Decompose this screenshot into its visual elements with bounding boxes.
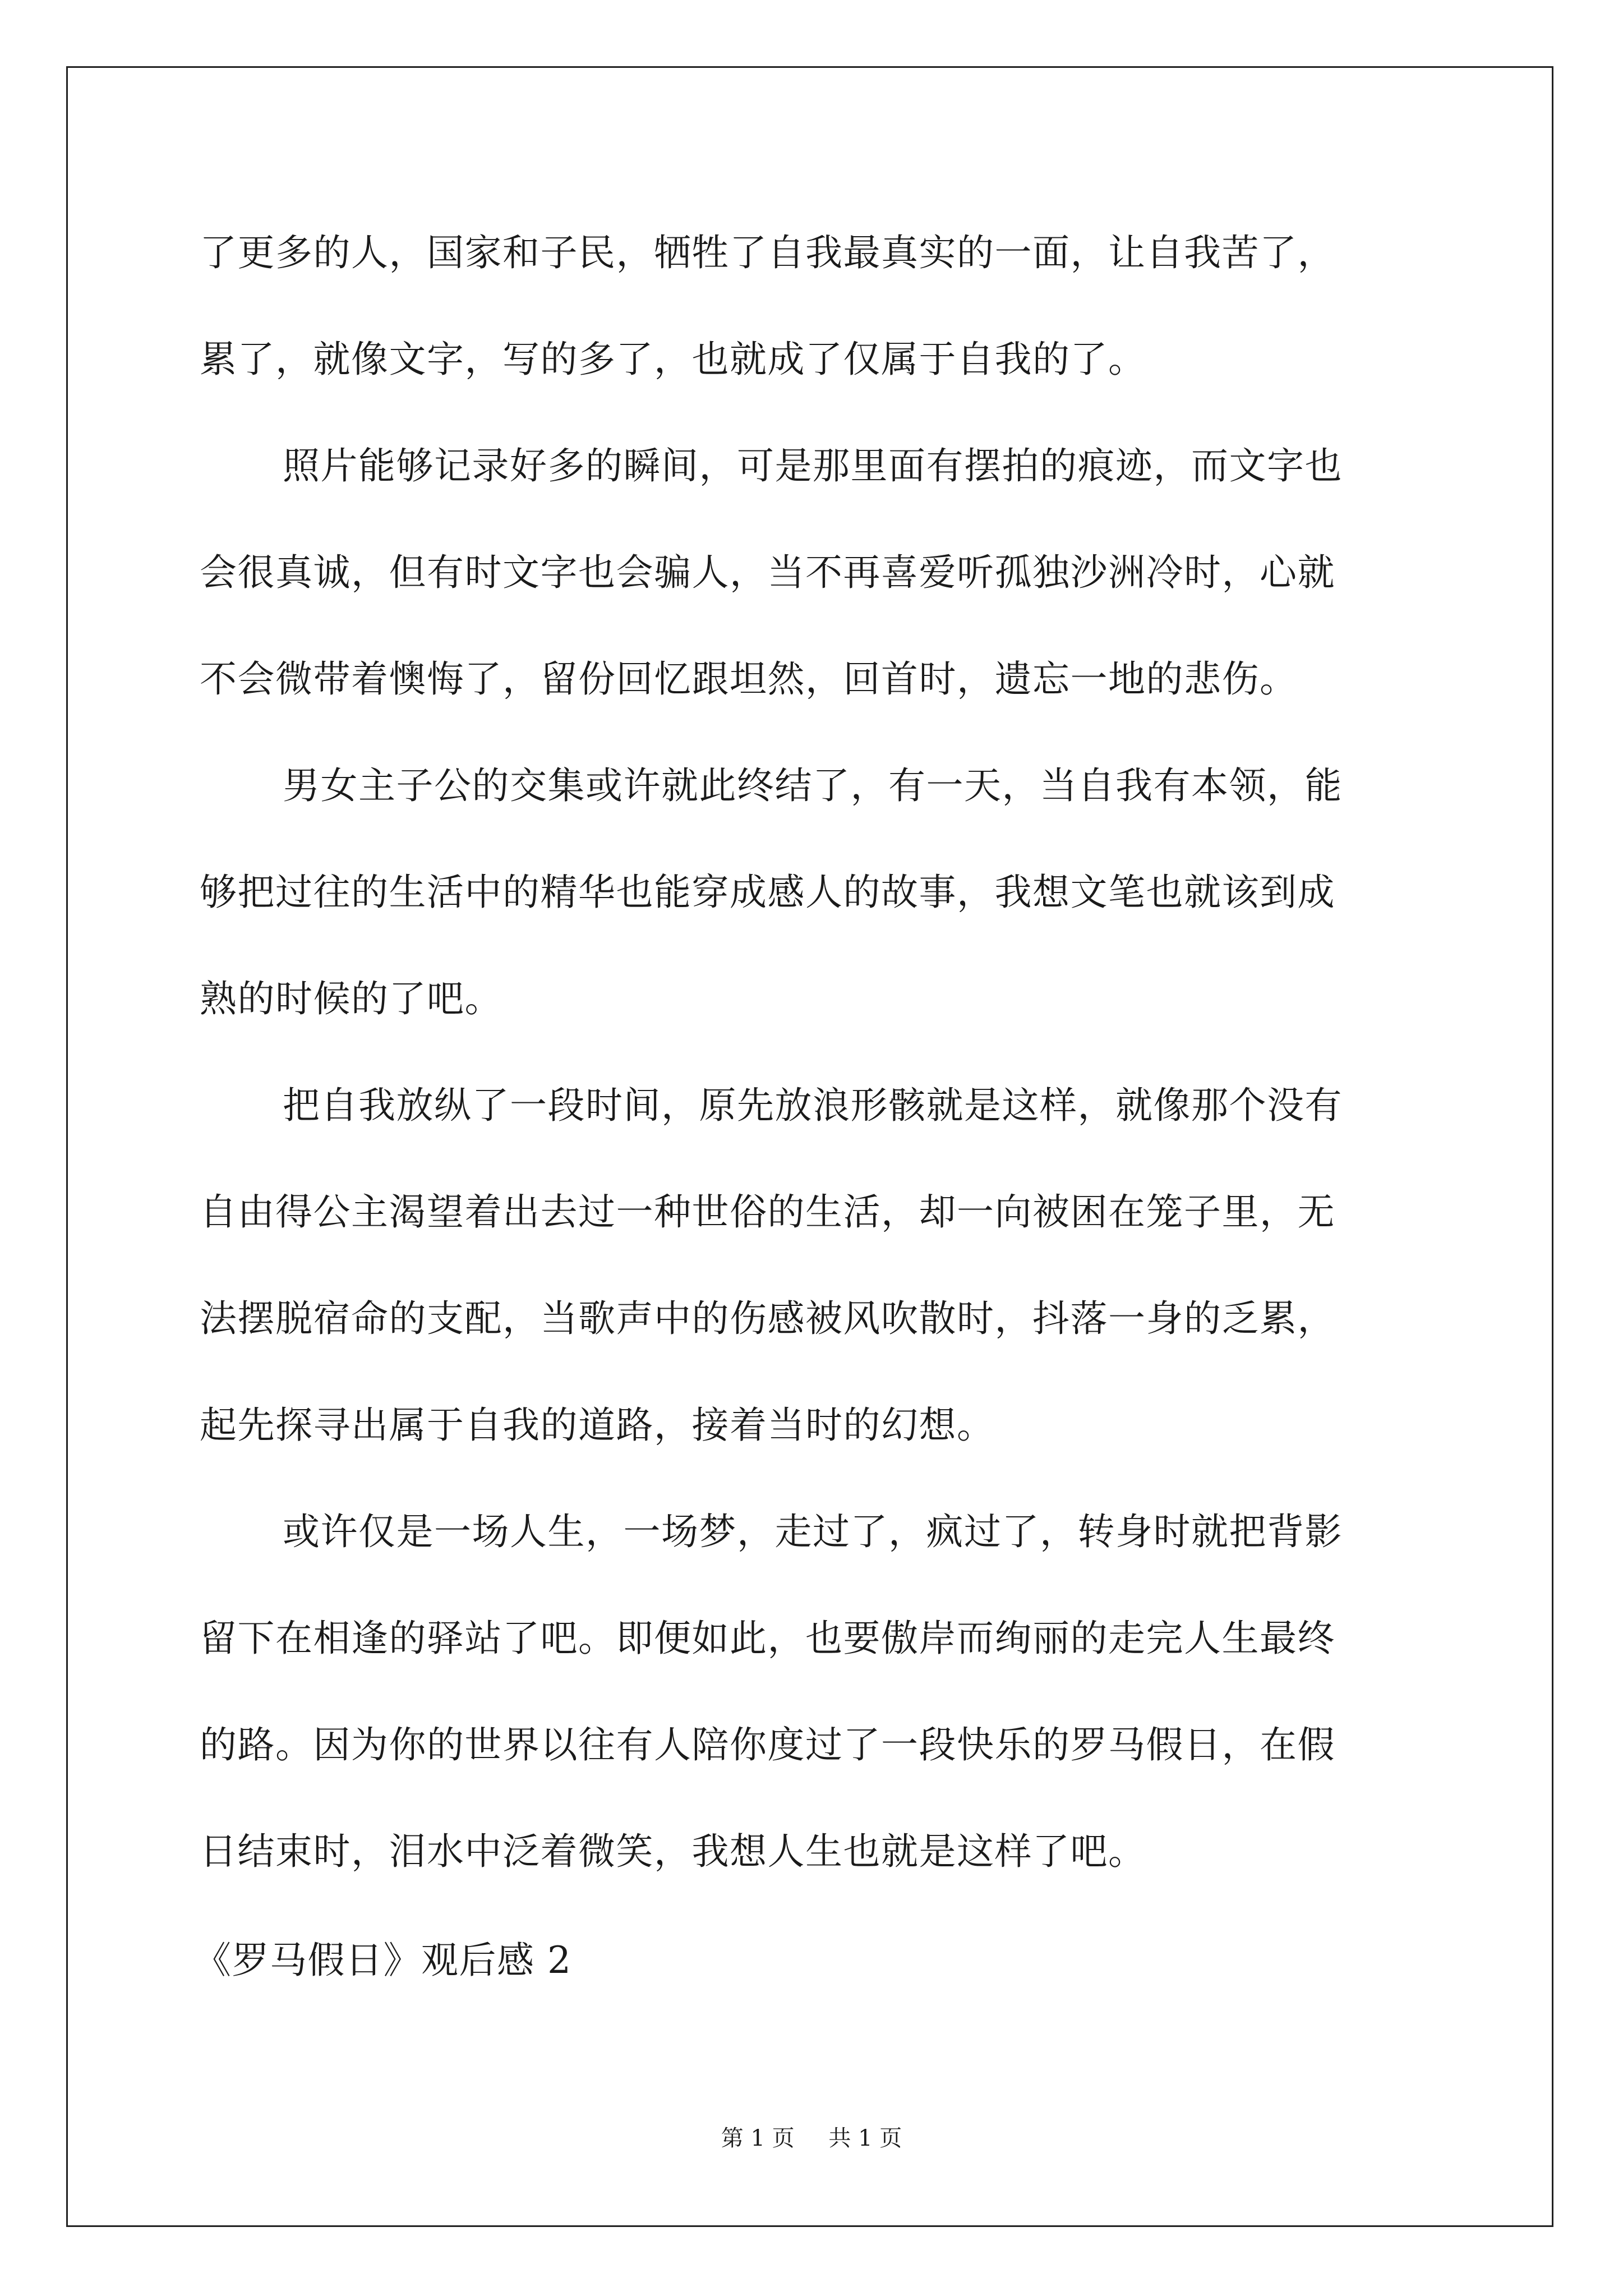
- text-line: 不会微带着懊悔了，留份回忆跟坦然，回首时，遗忘一地的悲伤。: [200, 657, 1298, 701]
- section-heading: 《罗马假日》观后感 2: [194, 1939, 572, 1982]
- text-line: 法摆脱宿命的支配，当歌声中的伤感被风吹散时，抖落一身的乏累，: [200, 1297, 1335, 1340]
- text-line: 够把过往的生活中的精华也能穿成感人的故事，我想文笔也就该到成: [200, 871, 1335, 914]
- paragraph-first-line: 男女主子公的交集或许就此终结了，有一天，当自我有本领，能: [283, 764, 1343, 807]
- text-line: 熟的时候的了吧。: [200, 977, 502, 1020]
- paragraph-first-line: 或许仅是一场人生，一场梦，走过了，疯过了，转身时就把背影: [283, 1510, 1343, 1553]
- page-footer: [0, 2116, 1623, 2161]
- text-line: 了更多的人，国家和子民，牺牲了自我最真实的一面，让自我苦了，: [200, 231, 1335, 274]
- text-line: 日结束时，泪水中泛着微笑，我想人生也就是这样了吧。: [200, 1830, 1146, 1873]
- text-line: 的路。因为你的世界以往有人陪你度过了一段快乐的罗马假日，在假: [200, 1723, 1335, 1766]
- text-line: 会很真诚，但有时文字也会骗人，当不再喜爱听孤独沙洲冷时，心就: [200, 551, 1335, 594]
- page-number: 第 1 页: [721, 2125, 795, 2151]
- text-line: 累了，就像文字，写的多了，也就成了仅属于自我的了。: [200, 338, 1146, 381]
- document-body: [200, 200, 1422, 1905]
- page-total: 共 1 页: [828, 2125, 902, 2151]
- paragraph-first-line: 照片能够记录好多的瞬间，可是那里面有摆拍的痕迹，而文字也: [283, 444, 1343, 487]
- text-line: 留下在相逢的驿站了吧。即便如此，也要傲岸而绚丽的走完人生最终: [200, 1617, 1335, 1660]
- paragraph-first-line: 把自我放纵了一段时间，原先放浪形骸就是这样，就像那个没有: [283, 1084, 1343, 1127]
- text-line: 起先探寻出属于自我的道路，接着当时的幻想。: [200, 1404, 995, 1447]
- text-line: 自由得公主渴望着出去过一种世俗的生活，却一向被困在笼子里，无: [200, 1190, 1335, 1234]
